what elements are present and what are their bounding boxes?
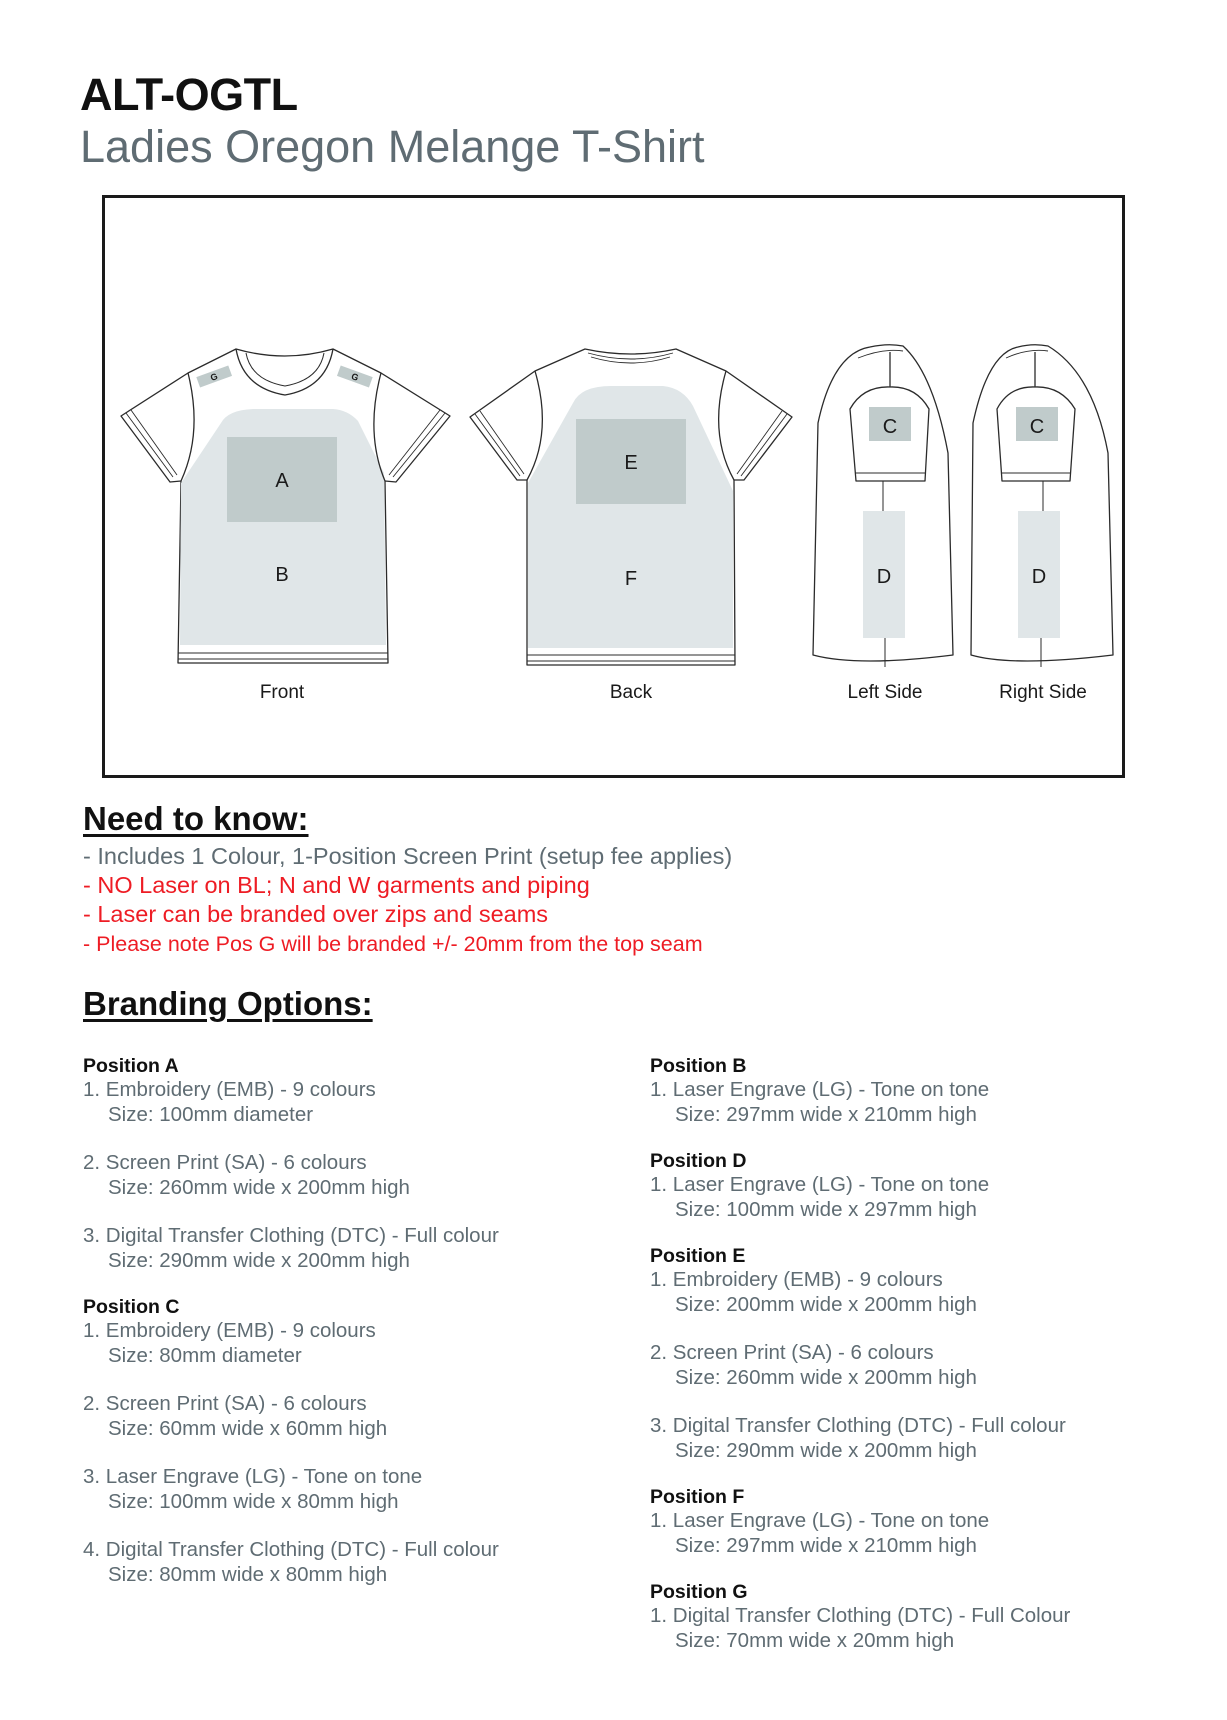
option-size: Size: 60mm wide x 60mm high (108, 1416, 388, 1440)
note-item: - NO Laser on BL; N and W garments and piping (83, 872, 590, 898)
option-size: Size: 260mm wide x 200mm high (675, 1365, 977, 1389)
position-title: Position G (650, 1581, 748, 1603)
branding-option (650, 1078, 1170, 1127)
option-size: Size: 100mm diameter (108, 1102, 314, 1126)
branding-option (650, 1414, 1170, 1463)
option-method: 3. Laser Engrave (LG) - Tone on tone (83, 1465, 423, 1488)
zone-label-g-right: G (349, 371, 361, 383)
option-method: 1. Laser Engrave (LG) - Tone on tone (650, 1509, 990, 1532)
branding-column-right (650, 1054, 1170, 1675)
branding-option (83, 1151, 603, 1200)
front-view (121, 349, 450, 663)
option-size: Size: 290mm wide x 200mm high (675, 1438, 977, 1462)
zone-label-c-right: C (1029, 416, 1045, 438)
product-name: Ladies Oregon Melange T-Shirt (80, 121, 705, 172)
zone-label-e: E (624, 452, 638, 474)
option-method: 4. Digital Transfer Clothing (DTC) - Full colour (83, 1538, 499, 1561)
position-title: Position C (83, 1296, 180, 1318)
branding-option (83, 1078, 603, 1127)
option-method: 1. Digital Transfer Clothing (DTC) - Full Colour (650, 1604, 1071, 1627)
zone-label-f: F (624, 568, 638, 590)
zone-label-b: B (275, 564, 289, 586)
position-block (650, 1054, 1170, 1127)
branding-option (83, 1538, 603, 1587)
view-label-front: Front (259, 682, 305, 703)
zone-label-a: A (275, 470, 289, 492)
branding-option (83, 1465, 603, 1514)
option-method: 1. Embroidery (EMB) - 9 colours (83, 1319, 376, 1342)
branding-option (650, 1268, 1170, 1317)
product-code: ALT-OGTL (80, 69, 298, 120)
view-label-right-side: Right Side (999, 682, 1087, 703)
position-title: Position B (650, 1055, 747, 1077)
position-block (650, 1485, 1170, 1558)
zone-label-g-left: G (208, 371, 220, 383)
need-to-know-list (83, 842, 732, 960)
position-title: Position A (83, 1055, 179, 1077)
left-side-view (813, 345, 953, 667)
option-size: Size: 70mm wide x 20mm high (675, 1628, 955, 1652)
position-title: Position E (650, 1245, 746, 1267)
note-item: - Includes 1 Colour, 1-Position Screen Print (setup fee applies) (83, 843, 733, 869)
branding-option (83, 1224, 603, 1273)
option-size: Size: 297mm wide x 210mm high (675, 1533, 977, 1557)
position-block (650, 1580, 1170, 1653)
option-method: 1. Laser Engrave (LG) - Tone on tone (650, 1078, 990, 1101)
branding-option (650, 1341, 1170, 1390)
branding-option (83, 1392, 603, 1441)
position-title: Position F (650, 1486, 745, 1508)
position-title: Position D (650, 1150, 747, 1172)
note-item: - Laser can be branded over zips and seams (83, 901, 549, 927)
option-size: Size: 260mm wide x 200mm high (108, 1175, 410, 1199)
branding-option (650, 1173, 1170, 1222)
option-size: Size: 200mm wide x 200mm high (675, 1292, 977, 1316)
option-method: 3. Digital Transfer Clothing (DTC) - Full colour (83, 1224, 499, 1247)
zone-label-d-right: D (1031, 566, 1047, 588)
branding-option (83, 1319, 603, 1368)
option-size: Size: 80mm wide x 80mm high (108, 1562, 388, 1586)
option-method: 2. Screen Print (SA) - 6 colours (650, 1341, 934, 1364)
option-size: Size: 100mm wide x 80mm high (108, 1489, 399, 1513)
option-size: Size: 100mm wide x 297mm high (675, 1197, 977, 1221)
option-method: 1. Embroidery (EMB) - 9 colours (650, 1268, 943, 1291)
position-block (650, 1244, 1170, 1463)
branding-option (650, 1509, 1170, 1558)
need-to-know-heading: Need to know: (83, 800, 309, 837)
branding-diagram (102, 195, 1125, 778)
view-label-back: Back (609, 682, 653, 703)
note-item: - Please note Pos G will be branded +/- 20mm from the top seam (83, 932, 703, 956)
right-side-view (971, 345, 1113, 667)
option-size: Size: 297mm wide x 210mm high (675, 1102, 977, 1126)
option-size: Size: 80mm diameter (108, 1343, 302, 1367)
position-block (83, 1295, 603, 1587)
view-label-left-side: Left Side (847, 682, 923, 703)
zone-label-d-left: D (876, 566, 892, 588)
option-method: 1. Laser Engrave (LG) - Tone on tone (650, 1173, 990, 1196)
zone-label-c-left: C (882, 416, 898, 438)
option-size: Size: 290mm wide x 200mm high (108, 1248, 410, 1272)
back-view (470, 349, 792, 665)
option-method: 2. Screen Print (SA) - 6 colours (83, 1151, 367, 1174)
option-method: 3. Digital Transfer Clothing (DTC) - Full colour (650, 1414, 1066, 1437)
position-block (650, 1149, 1170, 1222)
branding-option (650, 1604, 1170, 1653)
option-method: 2. Screen Print (SA) - 6 colours (83, 1392, 367, 1415)
option-method: 1. Embroidery (EMB) - 9 colours (83, 1078, 376, 1101)
position-block (83, 1054, 603, 1273)
branding-column-left (83, 1054, 603, 1609)
branding-options-heading: Branding Options: (83, 985, 373, 1022)
